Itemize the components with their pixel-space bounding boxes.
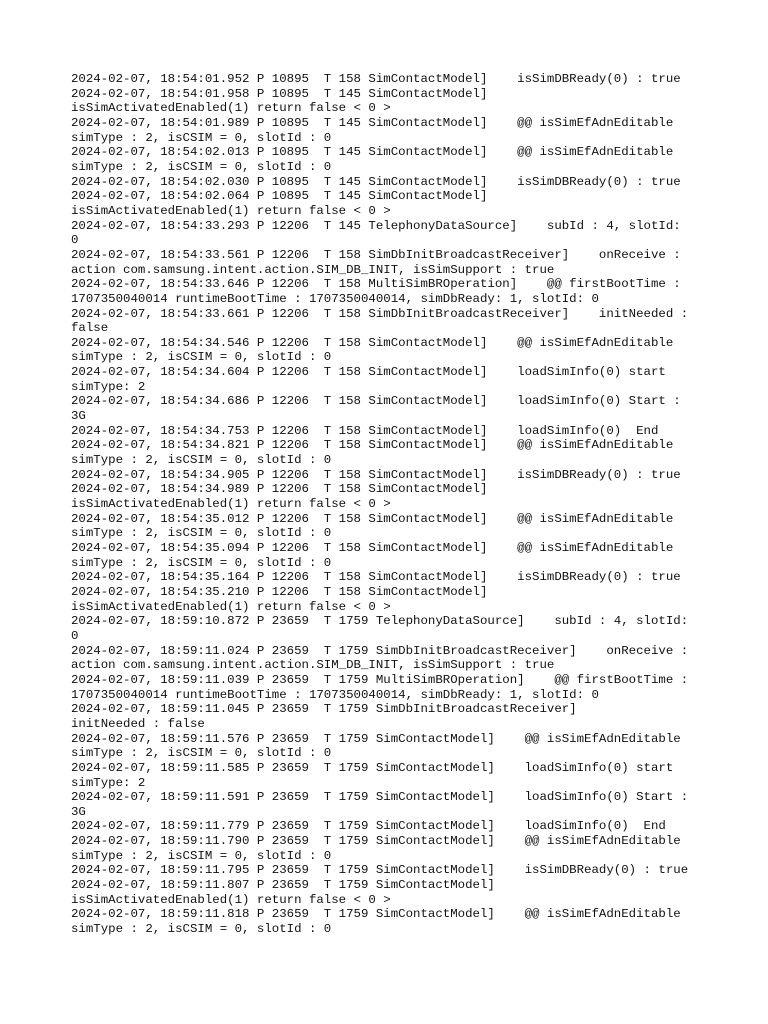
log-line: 2024-02-07, 18:59:11.807 P 23659 T 1759 SimContactModel] (71, 878, 495, 893)
log-line: 2024-02-07, 18:59:11.779 P 23659 T 1759 SimContactModel] loadSimInfo(0) End (71, 819, 666, 834)
log-line: isSimActivatedEnabled(1) return false < 0 > (71, 203, 391, 218)
log-line: simType : 2, isCSIM = 0, slotId : 0 (71, 746, 332, 761)
log-line: simType: 2 (71, 379, 146, 394)
log-line: 2024-02-07, 18:54:33.661 P 12206 T 158 SimDbInitBroadcastReceiver] initNeeded : (71, 306, 689, 321)
log-line: 3G (71, 804, 86, 819)
log-line: 2024-02-07, 18:54:33.646 P 12206 T 158 MultiSimBROperation] @@ firstBootTime : (71, 277, 681, 292)
log-line: false (71, 321, 109, 336)
log-line: 2024-02-07, 18:54:34.604 P 12206 T 158 SimContactModel] loadSimInfo(0) start (71, 365, 666, 380)
log-line: isSimActivatedEnabled(1) return false < 0 > (71, 892, 391, 907)
log-line: 2024-02-07, 18:59:11.818 P 23659 T 1759 SimContactModel] @@ isSimEfAdnEditable (71, 907, 681, 922)
log-line: 2024-02-07, 18:59:11.790 P 23659 T 1759 SimContactModel] @@ isSimEfAdnEditable (71, 834, 681, 849)
log-line: isSimActivatedEnabled(1) return false < 0 > (71, 101, 391, 116)
log-line: isSimActivatedEnabled(1) return false < 0 > (71, 599, 391, 614)
log-line: action com.samsung.intent.action.SIM_DB_INIT, isSimSupport : true (71, 658, 555, 673)
log-line: initNeeded : false (71, 716, 205, 731)
log-line: 2024-02-07, 18:54:34.821 P 12206 T 158 SimContactModel] @@ isSimEfAdnEditable (71, 438, 674, 453)
log-document (71, 72, 711, 937)
log-line: 2024-02-07, 18:54:01.952 P 10895 T 158 SimContactModel] isSimDBReady(0) : true (71, 72, 681, 86)
log-line: 0 (71, 233, 79, 248)
log-line: 2024-02-07, 18:54:01.989 P 10895 T 145 SimContactModel] @@ isSimEfAdnEditable (71, 115, 674, 130)
log-line: 2024-02-07, 18:54:02.030 P 10895 T 145 SimContactModel] isSimDBReady(0) : true (71, 174, 681, 189)
log-line: simType : 2, isCSIM = 0, slotId : 0 (71, 453, 332, 468)
log-line: 2024-02-07, 18:54:33.293 P 12206 T 145 TelephonyDataSource] subId : 4, slotId: (71, 218, 681, 233)
log-line: 2024-02-07, 18:59:11.591 P 23659 T 1759 SimContactModel] loadSimInfo(0) Start : (71, 790, 689, 805)
log-line: simType : 2, isCSIM = 0, slotId : 0 (71, 159, 332, 174)
log-line: 3G (71, 409, 86, 424)
log-line: 2024-02-07, 18:59:11.045 P 23659 T 1759 SimDbInitBroadcastReceiver] (71, 702, 577, 717)
log-line: 2024-02-07, 18:54:34.546 P 12206 T 158 SimContactModel] @@ isSimEfAdnEditable (71, 335, 674, 350)
log-line: 1707350040014 runtimeBootTime : 1707350040014, simDbReady: 1, slotId: 0 (71, 291, 599, 306)
log-line: 2024-02-07, 18:54:01.958 P 10895 T 145 SimContactModel] (71, 86, 488, 101)
log-line: simType : 2, isCSIM = 0, slotId : 0 (71, 555, 332, 570)
log-line: simType : 2, isCSIM = 0, slotId : 0 (71, 130, 332, 145)
log-line: 2024-02-07, 18:54:02.064 P 10895 T 145 SimContactModel] (71, 189, 488, 204)
log-line: 2024-02-07, 18:54:02.013 P 10895 T 145 SimContactModel] @@ isSimEfAdnEditable (71, 145, 674, 160)
log-line: 2024-02-07, 18:54:33.561 P 12206 T 158 SimDbInitBroadcastReceiver] onReceive : (71, 247, 681, 262)
log-line: 2024-02-07, 18:59:11.585 P 23659 T 1759 SimContactModel] loadSimInfo(0) start (71, 760, 674, 775)
log-line: simType : 2, isCSIM = 0, slotId : 0 (71, 922, 332, 937)
log-line: 1707350040014 runtimeBootTime : 1707350040014, simDbReady: 1, slotId: 0 (71, 687, 599, 702)
log-line: 2024-02-07, 18:54:34.686 P 12206 T 158 SimContactModel] loadSimInfo(0) Start : (71, 394, 681, 409)
log-lines (71, 72, 711, 937)
log-line: 2024-02-07, 18:54:34.989 P 12206 T 158 SimContactModel] (71, 482, 488, 497)
log-line: simType : 2, isCSIM = 0, slotId : 0 (71, 848, 332, 863)
log-line: 2024-02-07, 18:59:11.576 P 23659 T 1759 SimContactModel] @@ isSimEfAdnEditable (71, 731, 681, 746)
log-line: 2024-02-07, 18:59:11.024 P 23659 T 1759 SimDbInitBroadcastReceiver] onReceive : (71, 643, 689, 658)
log-line: 0 (71, 628, 79, 643)
log-line: simType : 2, isCSIM = 0, slotId : 0 (71, 526, 332, 541)
log-line: 2024-02-07, 18:54:35.012 P 12206 T 158 SimContactModel] @@ isSimEfAdnEditable (71, 511, 674, 526)
log-line: simType: 2 (71, 775, 146, 790)
log-line: action com.samsung.intent.action.SIM_DB_INIT, isSimSupport : true (71, 262, 555, 277)
log-line: 2024-02-07, 18:54:35.210 P 12206 T 158 SimContactModel] (71, 584, 488, 599)
log-line: 2024-02-07, 18:59:11.795 P 23659 T 1759 SimContactModel] isSimDBReady(0) : true (71, 863, 689, 878)
log-line: 2024-02-07, 18:54:35.164 P 12206 T 158 SimContactModel] isSimDBReady(0) : true (71, 570, 681, 585)
log-line: 2024-02-07, 18:59:10.872 P 23659 T 1759 TelephonyDataSource] subId : 4, slotId: (71, 614, 689, 629)
log-line: simType : 2, isCSIM = 0, slotId : 0 (71, 350, 332, 365)
log-line: 2024-02-07, 18:54:35.094 P 12206 T 158 SimContactModel] @@ isSimEfAdnEditable (71, 541, 674, 555)
log-line: isSimActivatedEnabled(1) return false < 0 > (71, 497, 391, 512)
log-line: 2024-02-07, 18:54:34.753 P 12206 T 158 SimContactModel] loadSimInfo(0) End (71, 423, 659, 438)
log-line: 2024-02-07, 18:59:11.039 P 23659 T 1759 MultiSimBROperation] @@ firstBootTime : (71, 672, 689, 687)
log-line: 2024-02-07, 18:54:34.905 P 12206 T 158 SimContactModel] isSimDBReady(0) : true (71, 467, 681, 482)
